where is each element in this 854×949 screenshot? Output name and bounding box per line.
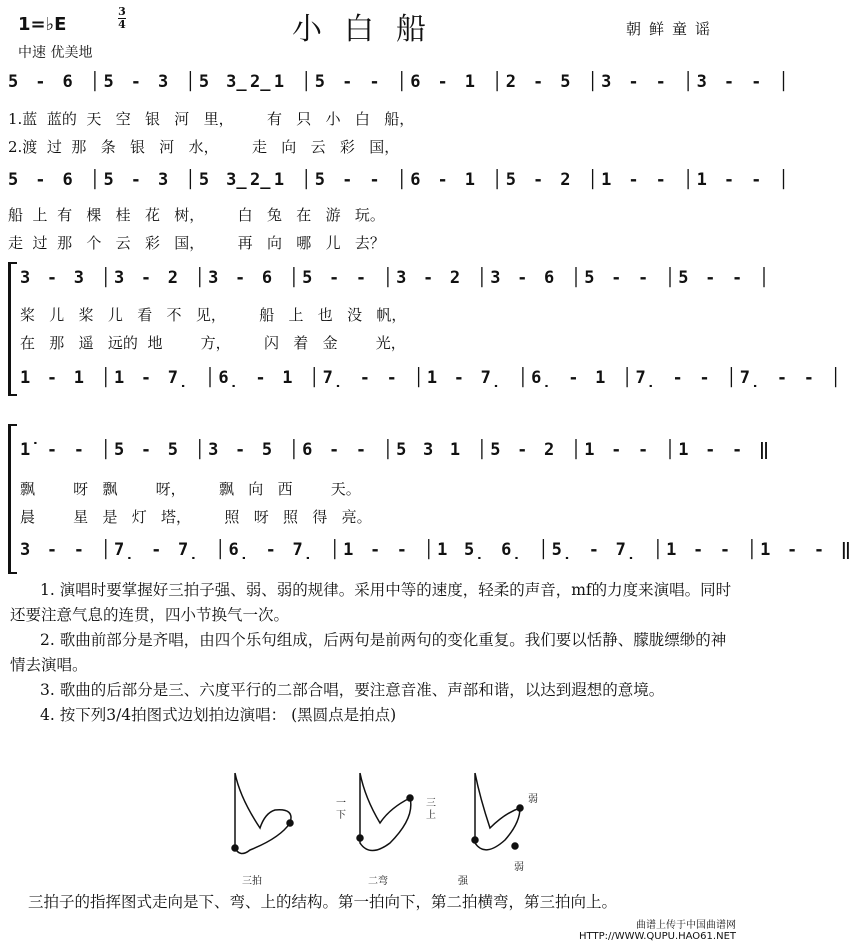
label-up: 三上 xyxy=(426,798,436,821)
composer: 朝鲜童谣 xyxy=(625,20,718,38)
caption-2: 二弯 xyxy=(368,876,388,887)
system4-notes-upper: 1̇ - - │5 - 5 │3 - 5 │6 - - │5 3 1 │5 - 2 │1 - - │1 - - ‖ xyxy=(20,440,773,460)
system3-notes-lower: 1 - 1 │1 - 7̣ │6̣ - 1 │7̣ - - │1 - 7̣ │6̣ - 1 │7̣ - - │7̣ - - │ xyxy=(20,368,844,388)
diagram-2 xyxy=(357,773,413,851)
diagram-3 xyxy=(472,773,523,850)
system1-lyric1: 1.蓝 蓝的 天 空 银 河 里， 有 只 小 白 船， xyxy=(8,110,415,128)
system3-brace xyxy=(8,262,17,396)
diagram-1 xyxy=(232,773,293,854)
system4-brace xyxy=(8,424,17,574)
caption-1: 三拍 xyxy=(242,876,262,887)
system1-notes: 5 - 6 │5 - 3 │5 3̲2̲1 │5 - - │6 - 1 │2 - 5 │3 - - │3 - - │ xyxy=(8,72,793,92)
meter-top: 3 xyxy=(118,5,126,18)
watermark xyxy=(579,920,736,942)
beat-dot xyxy=(407,795,413,801)
system2-lyric2: 走 过 那 个 云 彩 国， 再 向 哪 儿 去？ xyxy=(8,234,385,252)
beat-dot xyxy=(472,837,478,843)
system4-lyric2: 晨 星 是 灯 塔， 照 呀 照 得 亮。 xyxy=(20,508,372,526)
caption-strong: 强 xyxy=(458,876,468,887)
caption-weak2: 弱 xyxy=(528,794,538,805)
watermark-line2: HTTP://WWW.QUPU.HAO61.NET xyxy=(579,931,736,942)
watermark-line1: 曲谱上传于中国曲谱网 xyxy=(636,920,736,931)
beat-dot xyxy=(512,843,518,849)
instruction-3: 3. 歌曲的后部分是三、六度平行的二部合唱，要注意音准、声部和谐，以达到遐想的意境。 xyxy=(40,681,665,699)
instruction-1: 1. 演唱时要掌握好三拍子强、弱、弱的规律。采用中等的速度，轻柔的声音，mf的力度来演唱。同时还要注意气息的连贯，四小节换气一次。 xyxy=(10,581,732,624)
system4-notes-lower: 3 - - │7̣ - 7̣ │6̣ - 7̣ │1 - - │1 5̣ 6̣ │5̣ - 7̣ │1 - - │1 - - ‖ xyxy=(20,540,854,560)
meter-bottom: 4 xyxy=(118,18,126,31)
system3-notes-upper: 3 - 3 │3 - 2 │3 - 6 │5 - - │3 - 2 │3 - 6 │5 - - │5 - - │ xyxy=(20,268,773,288)
page-title: 小白船 xyxy=(292,12,448,47)
system2-notes: 5 - 6 │5 - 3 │5 3̲2̲1 │5 - - │6 - 1 │5 - 2 │1 - - │1 - - │ xyxy=(8,170,793,190)
caption-weak1: 弱 xyxy=(514,862,524,873)
beat-dot xyxy=(287,820,293,826)
footer-text: 三拍子的指挥图式走向是下、弯、上的结构。第一拍向下，第二拍横弯，第三拍向上。 xyxy=(28,893,618,911)
tempo-marking: 中速 优美地 xyxy=(18,45,93,61)
instruction-2: 2. 歌曲前部分是齐唱，由四个乐句组成，后两句是前两句的变化重复。我们要以恬静、朦胧缥缈的神情去演唱。 xyxy=(10,631,727,674)
beat-dot xyxy=(517,805,523,811)
label-down: 一下 xyxy=(336,798,346,821)
system3-lyric2: 在 那 遥 远的 地 方， 闪 着 金 光， xyxy=(20,334,406,352)
instruction-4: 4. 按下列3/4拍图式边划拍边演唱： (黑圆点是拍点) xyxy=(40,706,397,724)
instructions xyxy=(10,578,732,728)
system2-lyric1: 船 上 有 棵 桂 花 树， 白 兔 在 游 玩。 xyxy=(8,206,385,224)
beat-dot xyxy=(232,845,238,851)
beat-dot xyxy=(357,835,363,841)
key-signature: 1=♭E xyxy=(18,14,67,35)
conducting-diagrams xyxy=(220,768,560,868)
system1-lyric2: 2.渡 过 那 条 银 河 水， 走 向 云 彩 国， xyxy=(8,138,400,156)
system3-lyric1: 桨 儿 桨 儿 看 不 见， 船 上 也 没 帆， xyxy=(20,306,407,324)
system4-lyric1: 飘 呀 飘 呀， 飘 向 西 天。 xyxy=(20,480,361,498)
